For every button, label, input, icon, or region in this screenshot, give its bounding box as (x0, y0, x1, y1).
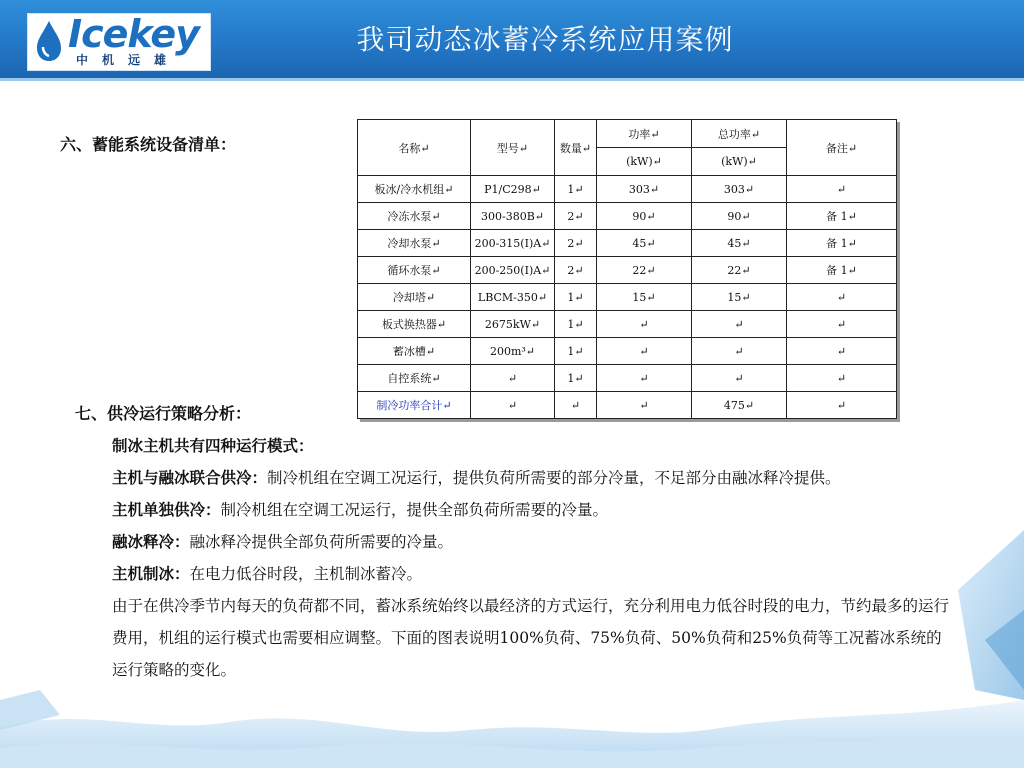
header-power: 功率↵ (597, 120, 692, 148)
header-total-power: 总功率↵ (692, 120, 787, 148)
mode-label: 融冰释冷： (112, 532, 190, 551)
mode-label: 主机与融冰联合供冷： (112, 468, 268, 487)
cell-name: 自控系统↵ (358, 365, 471, 392)
mode-label: 主机制冰： (112, 564, 190, 583)
mode-text: 融冰释冷提供全部负荷所需要的冷量。 (189, 533, 454, 551)
cell-power: ↵ (597, 365, 692, 392)
cell-name: 冷冻水泵↵ (358, 203, 471, 230)
cell-model: ↵ (471, 365, 555, 392)
header-power-unit: (kW)↵ (597, 148, 692, 176)
cell-model: ↵ (471, 392, 555, 419)
cell-power: 15↵ (597, 284, 692, 311)
mode-text: 在电力低谷时段，主机制冰蓄冷。 (189, 565, 423, 583)
section-7-heading: 七、供冷运行策略分析： (75, 404, 252, 423)
cell-total-label: 制冷功率合计↵ (358, 392, 471, 419)
cell-power: 90↵ (597, 203, 692, 230)
cell-quantity: 2↵ (555, 257, 597, 284)
header-name: 名称↵ (358, 120, 471, 176)
cell-name: 板冰/冷水机组↵ (358, 176, 471, 203)
mode-paragraph (72, 558, 952, 590)
table-row (358, 257, 897, 284)
cell-quantity: 1↵ (555, 311, 597, 338)
cell-power: 45↵ (597, 230, 692, 257)
header-divider (0, 78, 1024, 81)
cell-model: P1/C298↵ (471, 176, 555, 203)
cell-model: 2675kW↵ (471, 311, 555, 338)
table-header-row (358, 120, 897, 148)
cell-quantity: ↵ (555, 392, 597, 419)
cell-total-power: 475↵ (692, 392, 787, 419)
table-row (358, 176, 897, 203)
cell-name: 蓄冰槽↵ (358, 338, 471, 365)
cell-power: 303↵ (597, 176, 692, 203)
header-quantity: 数量↵ (555, 120, 597, 176)
logo-subtext: 中机远雄 (76, 53, 181, 67)
cell-total-power: ↵ (692, 365, 787, 392)
cell-model: LBCM-350↵ (471, 284, 555, 311)
cell-total-power: 303↵ (692, 176, 787, 203)
cell-quantity: 1↵ (555, 284, 597, 311)
mode-paragraph (72, 494, 952, 526)
cell-model: 200-250(I)A↵ (471, 257, 555, 284)
cell-model: 200m³↵ (471, 338, 555, 365)
table-row (358, 365, 897, 392)
modes-intro: 制冰主机共有四种运行模式： (112, 436, 314, 455)
mode-label: 主机单独供冷： (112, 500, 221, 519)
table-row (358, 230, 897, 257)
cell-power: ↵ (597, 392, 692, 419)
slide-header (0, 0, 1024, 78)
water-drop-icon (34, 19, 64, 63)
cell-power: ↵ (597, 338, 692, 365)
cell-remark: 备 1↵ (787, 230, 897, 257)
cell-name: 板式换热器↵ (358, 311, 471, 338)
strategy-section (72, 398, 952, 686)
cell-name: 冷却水泵↵ (358, 230, 471, 257)
logo-text: Icekey (68, 12, 199, 56)
cell-quantity: 1↵ (555, 176, 597, 203)
table-row (358, 284, 897, 311)
equipment-table (357, 119, 897, 419)
table-row (358, 338, 897, 365)
cell-remark: 备 1↵ (787, 257, 897, 284)
header-model: 型号↵ (471, 120, 555, 176)
cell-total-power: ↵ (692, 338, 787, 365)
table-row (358, 311, 897, 338)
cell-power: ↵ (597, 311, 692, 338)
slide-title: 我司动态冰蓄冷系统应用案例 (356, 23, 734, 56)
cell-total-power: 45↵ (692, 230, 787, 257)
cell-name: 循环水泵↵ (358, 257, 471, 284)
cell-quantity: 1↵ (555, 365, 597, 392)
mode-text: 制冷机组在空调工况运行，提供全部负荷所需要的冷量。 (220, 501, 609, 519)
header-total-power-unit: (kW)↵ (692, 148, 787, 176)
summary-paragraph: 由于在供冷季节内每天的负荷都不同，蓄冰系统始终以最经济的方式运行，充分利用电力低谷时段的电力，节约最多的运行费用，机组的运行模式也需要相应调整。下面的图表说明100%负荷、75%负荷、50%负荷和25%负荷等工况蓄冰系统的运行策略的变化。 (112, 597, 950, 679)
cell-model: 200-315(I)A↵ (471, 230, 555, 257)
cell-total-power: 22↵ (692, 257, 787, 284)
mode-paragraph (72, 462, 952, 494)
cell-total-power: 15↵ (692, 284, 787, 311)
mode-paragraph (72, 526, 952, 558)
company-logo (27, 13, 211, 71)
section-6-heading: 六、蓄能系统设备清单： (60, 135, 237, 154)
cell-remark: ↵ (787, 392, 897, 419)
cell-remark: ↵ (787, 311, 897, 338)
cell-total-power: ↵ (692, 311, 787, 338)
cell-power: 22↵ (597, 257, 692, 284)
cell-remark: ↵ (787, 338, 897, 365)
cell-quantity: 2↵ (555, 230, 597, 257)
cell-name: 冷却塔↵ (358, 284, 471, 311)
cell-total-power: 90↵ (692, 203, 787, 230)
cell-quantity: 2↵ (555, 203, 597, 230)
cell-remark: ↵ (787, 365, 897, 392)
table-row (358, 203, 897, 230)
cell-model: 300-380B↵ (471, 203, 555, 230)
header-remark: 备注↵ (787, 120, 897, 176)
cell-quantity: 1↵ (555, 338, 597, 365)
mode-text: 制冷机组在空调工况运行，提供负荷所需要的部分冷量，不足部分由融冰释冷提供。 (267, 469, 841, 487)
cell-remark: 备 1↵ (787, 203, 897, 230)
cell-remark: ↵ (787, 176, 897, 203)
cell-remark: ↵ (787, 284, 897, 311)
